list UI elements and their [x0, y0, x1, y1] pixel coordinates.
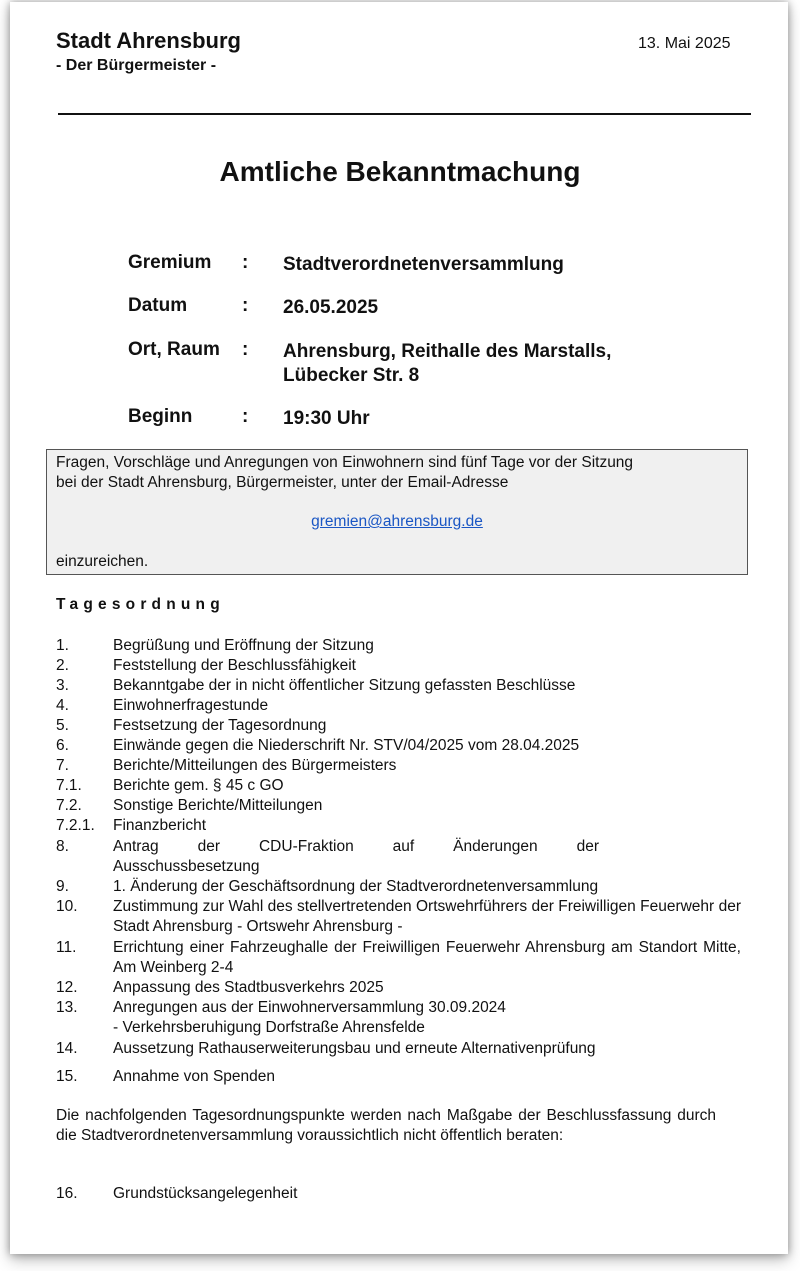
agenda-heading: Tagesordnung	[56, 596, 225, 613]
agenda-text: Berichte gem. § 45 c GO	[113, 777, 284, 794]
agenda-text: Anpassung des Stadtbusverkehrs 2025	[113, 979, 384, 996]
agenda-number: 12.	[56, 979, 78, 996]
notice-line-2: bei der Stadt Ahrensburg, Bürgermeister, unter der Email-Adresse	[56, 474, 509, 491]
agenda-text: Grundstücksangelegenheit	[113, 1185, 298, 1202]
meta-colon: :	[242, 406, 249, 427]
agenda-number: 7.	[56, 757, 69, 774]
notice-text	[56, 453, 746, 493]
agenda-number: 15.	[56, 1068, 78, 1085]
agenda-number: 9.	[56, 878, 69, 895]
agenda-number: 8.	[56, 838, 69, 855]
agenda-text: Feststellung der Beschlussfähigkeit	[113, 657, 356, 674]
meta-label: Datum	[128, 295, 188, 316]
agenda-number: 13.	[56, 999, 78, 1016]
meta-value: Ahrensburg, Reithalle des Marstalls,	[283, 341, 612, 362]
agenda-number: 1.	[56, 637, 69, 654]
agenda-number: 11.	[56, 939, 77, 956]
agenda-number: 7.2.	[56, 797, 82, 814]
notice-end: einzureichen.	[56, 553, 149, 570]
agenda-number: 16.	[56, 1185, 78, 1202]
meta-label: Ort, Raum	[128, 339, 220, 360]
meta-colon: :	[242, 339, 249, 360]
agenda-text: Einwände gegen die Niederschrift Nr. STV/04/2025 vom 28.04.2025	[113, 737, 580, 754]
agenda-number: 7.1.	[56, 777, 82, 794]
agenda-text: Zustimmung zur Wahl des stellvertretenden Ortswehrführers der Freiwilligen Feuerwehr der Stadt Ahrensburg - Ortswehr Ahrensburg -	[113, 898, 741, 935]
email-link[interactable]: gremien@ahrensburg.de	[311, 513, 483, 530]
meta-value-line2: Lübecker Str. 8	[283, 365, 420, 386]
meta-value: 19:30 Uhr	[283, 408, 370, 429]
agenda-number: 3.	[56, 677, 69, 694]
document-title: Amtliche Bekanntmachung	[219, 156, 581, 187]
org-subtitle: - Der Bürgermeister -	[56, 57, 217, 74]
agenda-text: 1. Änderung der Geschäftsordnung der Stadtverordnetenversammlung	[113, 878, 599, 895]
agenda-text: Begrüßung und Eröffnung der Sitzung	[113, 637, 374, 654]
agenda-text: Festsetzung der Tagesordnung	[113, 717, 327, 734]
agenda-number: 14.	[56, 1040, 78, 1057]
agenda-text-line2: - Verkehrsberuhigung Dorfstraße Ahrensfelde	[113, 1019, 425, 1036]
meta-value: 26.05.2025	[283, 297, 379, 318]
closed-session-note: Die nachfolgenden Tagesordnungspunkte werden nach Maßgabe der Beschlussfassung durch die Stadtverordnetenversammlung voraussichtlich nicht öffentlich beraten:	[56, 1107, 716, 1144]
agenda-text-line2: Ausschussbesetzung	[113, 858, 260, 875]
meta-colon: :	[242, 295, 249, 316]
agenda-number: 2.	[56, 657, 69, 674]
agenda-text: Antrag der CDU-Fraktion auf Änderungen der	[113, 838, 599, 855]
agenda-text: Einwohnerfragestunde	[113, 697, 269, 714]
agenda-number: 5.	[56, 717, 69, 734]
org-name: Stadt Ahrensburg	[56, 28, 241, 53]
document-date: 13. Mai 2025	[638, 35, 731, 52]
agenda-text: Finanzbericht	[113, 817, 207, 834]
agenda-text: Anregungen aus der Einwohnerversammlung 30.09.2024	[113, 999, 506, 1016]
agenda-text: Sonstige Berichte/Mitteilungen	[113, 797, 323, 814]
meta-label: Beginn	[128, 406, 193, 427]
agenda-text: Berichte/Mitteilungen des Bürgermeisters	[113, 757, 397, 774]
agenda-number: 10.	[56, 898, 78, 915]
agenda-text: Annahme von Spenden	[113, 1068, 276, 1085]
meta-label: Gremium	[128, 252, 212, 273]
agenda-number: 6.	[56, 737, 69, 754]
meta-value: Stadtverordnetenversammlung	[283, 254, 564, 275]
header-divider	[58, 113, 751, 115]
agenda-number: 4.	[56, 697, 69, 714]
agenda-text: Bekanntgabe der in nicht öffentlicher Sitzung gefassten Beschlüsse	[113, 677, 576, 694]
meta-colon: :	[242, 252, 249, 273]
agenda-text: Aussetzung Rathauserweiterungsbau und erneute Alternativenprüfung	[113, 1040, 596, 1057]
agenda-text: Errichtung einer Fahrzeughalle der Freiwilligen Feuerwehr Ahrensburg am Standort Mitte, Am Weinberg 2-4	[113, 939, 741, 976]
notice-line-1: Fragen, Vorschläge und Anregungen von Einwohnern sind fünf Tage vor der Sitzung	[56, 454, 634, 471]
agenda-number: 7.2.1.	[56, 817, 95, 834]
